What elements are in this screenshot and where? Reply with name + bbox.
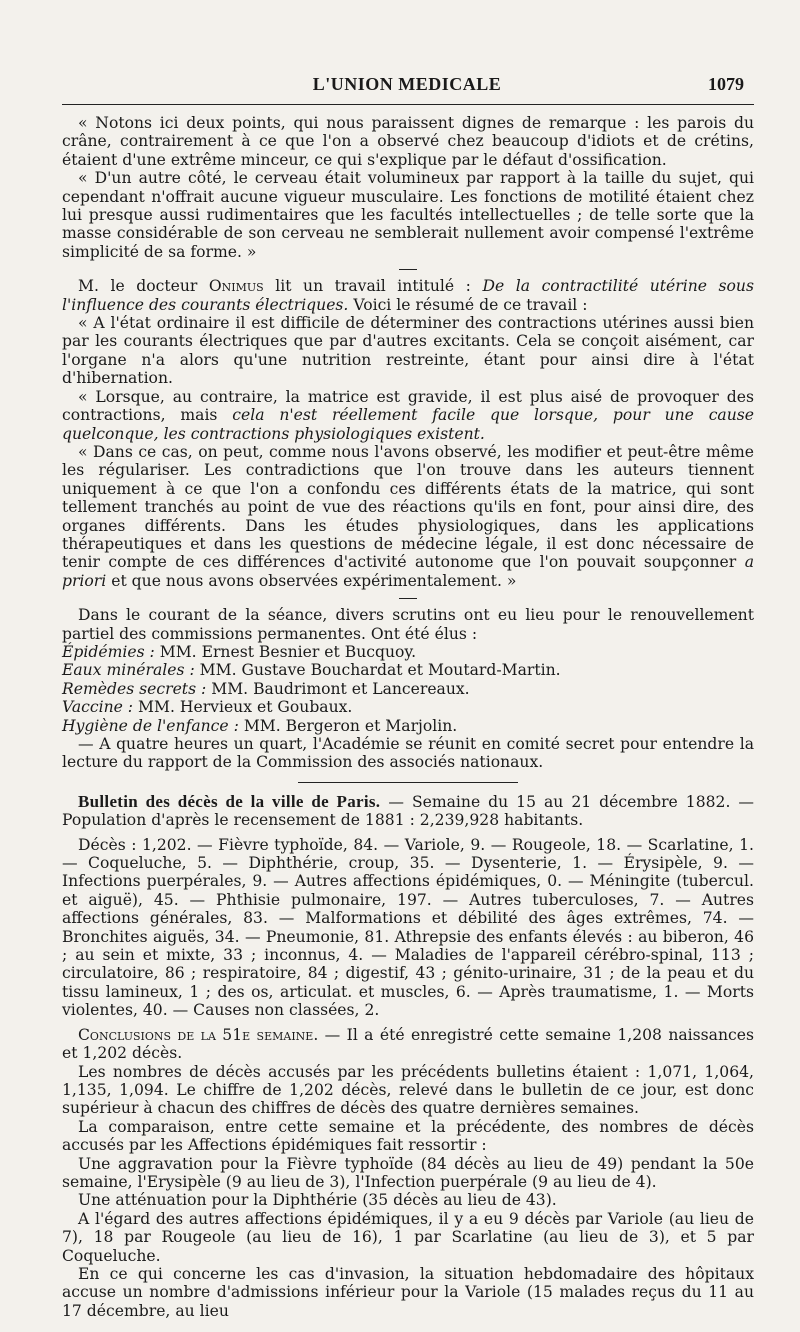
commission-line [62,717,754,735]
paragraph-deaths: Décès : 1,202. — Fièvre typhoïde, 84. — Variole, 9. — Rougeole, 18. — Scarlatine, 1. — Coqueluche, 5. — Diphthérie, croup, 35. — Dysenterie, 1. — Érysipèle, 9. — Infections puerpérales, 9. — Autres affections épidémiques, 0. — Méningite (tubercul. et aiguë), 45. — Phthisie pulmonaire, 197. — Autres tuberculoses, 7. — Autres affections générales, 83. — Malformations et débilité des âges extrêmes, 74. — Bronchites aiguës, 34. — Pneumonie, 81. Athrepsie des enfants élevés : au biberon, 46 ; au sein et mixte, 33 ; inconnus, 4. — Maladies de l'appareil cérébro-spinal, 113 ; circulatoire, 86 ; respiratoire, 84 ; digestif, 43 ; génito-urinaire, 31 ; de la peau et du tissu lamineux, 1 ; des os, articulat. et muscles, 6. — Après traumatisme, 1. — Morts violentes, 40. — Causes non classées, 2. [62,835,754,1020]
intro-before: M. le docteur [78,277,198,296]
paragraph [62,388,754,443]
text-run: « Lorsque, au contraire, la matrice est gravide, il est plus aisé de provoquer des contractions, mais [62,387,754,425]
paragraph: « A l'état ordinaire il est difficile de déterminer des contractions utérines aussi bien par les courants électriques que par d'autres excitants. Cela se conçoit aisément, car l'organe n'a alors qu'une nutrition restreinte, étant pour ainsi dire à l'état d'hibernation. [62,314,754,388]
page-header [60,74,754,98]
section-rule [298,782,518,783]
separator [62,593,754,601]
paragraph-conclusions [62,1026,754,1063]
commission-line [62,680,754,698]
commission-members: MM. Gustave Bouchardat et Moutard-Martin. [199,661,561,680]
italic-run: a priori [62,553,754,590]
paragraph: La comparaison, entre cette semaine et la précédente, des nombres de décès accusés par les Affections épidémiques fait ressortir : [62,1117,754,1155]
speaker-name: Onimus [208,277,264,296]
commission-line [62,661,754,679]
paragraph: « D'un autre côté, le cerveau était volumineux par rapport à la taille du sujet, qui cependant n'offrait aucune vigueur musculaire. Les fonctions de motilité étaient chez lui presque aussi rudimentaires que les facultés intellectuelles ; de telle sorte que la masse considérable de son cerveau ne semblerait nullement avoir compensé l'extrême simplicité de sa forme. » [62,169,754,261]
intro-after: Voici le résumé de ce travail : [353,295,588,314]
bulletin-subtitle: — Semaine du 15 au 21 décembre 1882. — Population d'après le recensement de 1881 : 2,239,928 habitants. [62,792,754,830]
header-rule [62,104,754,105]
commission-name: Vaccine : [62,698,134,717]
work-title: De la contractilité utérine sous l'influence des courants électriques. [62,277,754,314]
paragraph: Une atténuation pour la Diphthérie (35 décès au lieu de 43). [78,1191,557,1210]
conclusions-label: Conclusions de la 51e semaine. [78,1025,319,1044]
paragraph: « Notons ici deux points, qui nous paraissent dignes de remarque : les parois du crâne, contrairement à ce que l'on a observé chez beaucoup d'idiots et de crétins, étaient d'une extrême minceur, ce qui s'explique par le défaut d'ossification. [62,114,754,169]
commission-members: MM. Baudrimont et Lancereaux. [211,679,470,698]
journal-title: L'UNION MEDICALE [312,74,502,94]
commission-name: Eaux minérales : [62,661,195,680]
separator [62,264,754,272]
commission-line [62,643,754,661]
commission-name: Épidémies : [62,642,155,661]
paragraph [62,443,754,590]
paragraph: Une aggravation pour la Fièvre typhoïde (84 décès au lieu de 49) pendant la 50e semaine, l'Erysipèle (9 au lieu de 3), l'Infection puerpérale (9 au lieu de 4). [62,1154,754,1191]
bulletin-heading [62,793,754,830]
paragraph: Les nombres de décès accusés par les précédents bulletins étaient : 1,071, 1,064, 1,135, 1,094. Le chiffre de 1,202 décès, relevé dans le bulletin de ce jour, est donc supérieur à chacun des chiffres de décès des quatre dernières semaines. [62,1062,754,1118]
article-body [62,114,754,1320]
italic-run: cela n'est réellement facile que lorsque, pour une cause quelconque, les contractions physiologiques existent. [62,406,755,443]
paragraph: Dans le courant de la séance, divers scrutins ont eu lieu pour le renouvellement partiel des commissions permanentes. Ont été élus : [62,606,754,643]
text-run: et que nous avons observées expérimentalement. » [111,571,517,590]
text-run: « Dans ce cas, on peut, comme nous l'avons observé, les modifier et peut-être même les régulariser. Les contradictions que l'on trouve dans les auteurs tiennent uniquement à ce que l'on a confondu ces différents états de la matrice, qui sont tellement tranchés au point de vue des réactions qu'ils en font, pour ainsi dire, des organes différents. Dans les études physiologiques, dans les applications thérapeutiques et dans les questions de médecine légale, il est donc nécessaire de tenir compte de ces différences d'activité autonome que l'on pouvait soupçonner [62,442,754,572]
intro-mid: lit un travail intitulé : [275,277,471,296]
paragraph: — A quatre heures un quart, l'Académie se réunit en comité secret pour entendre la lecture du rapport de la Commission des associés nationaux. [62,735,754,772]
commission-members: MM. Hervieux et Goubaux. [138,698,353,717]
commission-name: Hygiène de l'enfance : [62,716,239,735]
commission-members: MM. Ernest Besnier et Bucquoy. [159,642,417,661]
commission-name: Remèdes secrets : [62,679,207,698]
page-number: 1079 [708,74,744,94]
paragraph: A l'égard des autres affections épidémiques, il y a eu 9 décès par Variole (au lieu de 7), 18 par Rougeole (au lieu de 16), 1 par Scarlatine (au lieu de 3), et 5 par Coqueluche. [62,1209,754,1265]
conclusions-text: — Il a été enregistré cette semaine 1,208 naissances et 1,202 décès. [62,1025,754,1063]
commission-members: MM. Bergeron et Marjolin. [243,716,458,735]
bulletin-title: Bulletin des décès de la ville de Paris. [78,791,381,811]
paragraph: En ce qui concerne les cas d'invasion, la situation hebdomadaire des hôpitaux accuse un nombre d'admissions inférieur pour la Variole (15 malades reçus du 11 au 17 décembre, au lieu [62,1264,754,1320]
commission-line [62,698,754,716]
paragraph-intro [62,277,754,314]
